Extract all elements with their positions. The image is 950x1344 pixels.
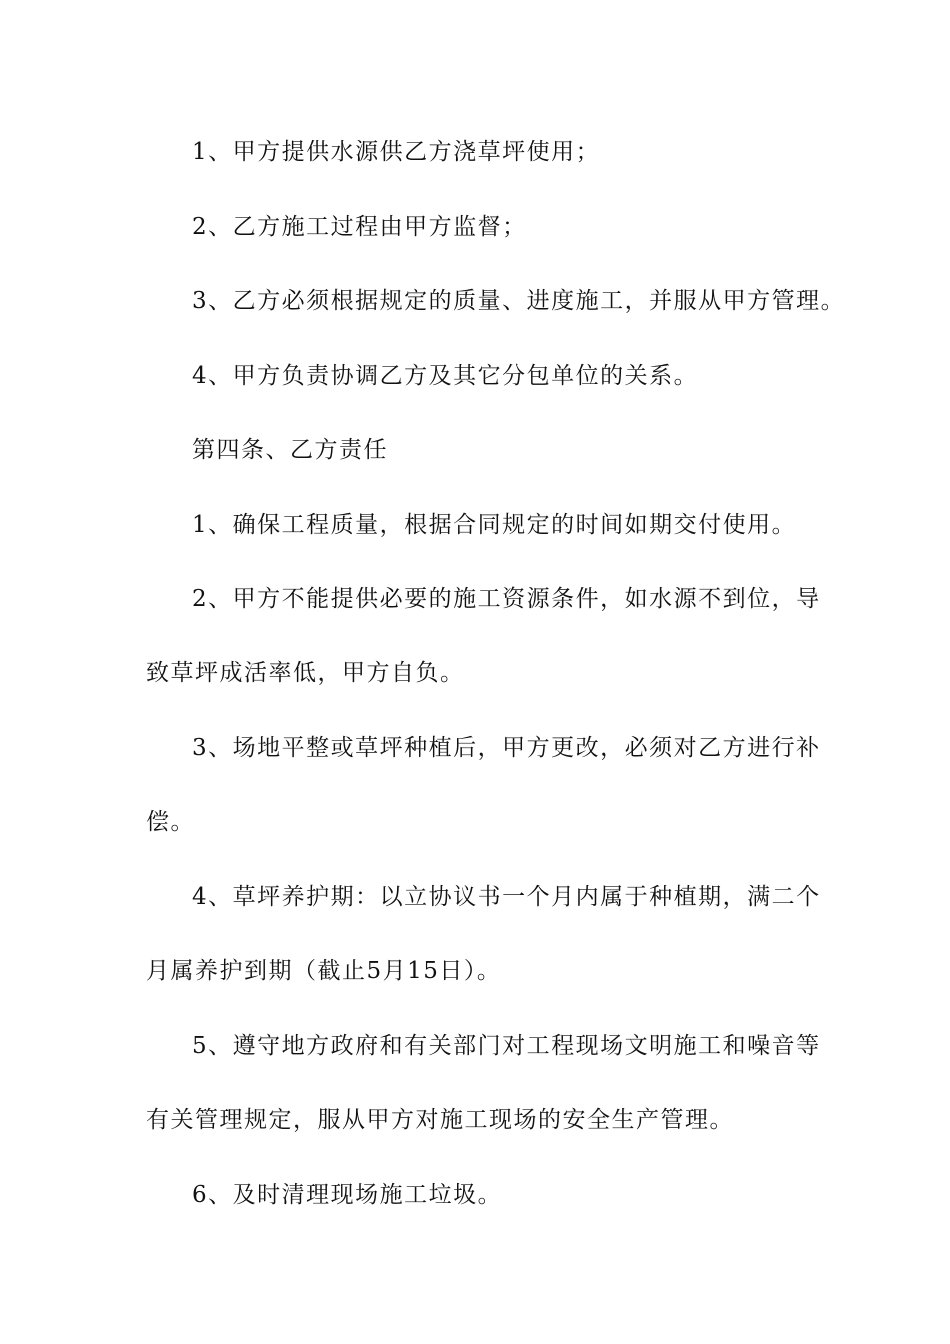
clause-party-a-coordination: 4、甲方负责协调乙方及其它分包单位的关系。 xyxy=(192,363,699,389)
clause-quality-delivery: 1、确保工程质量，根据合同规定的时间如期交付使用。 xyxy=(192,512,797,538)
clause-compensation-line-1: 3、场地平整或草坪种植后，甲方更改，必须对乙方进行补 xyxy=(192,735,821,761)
clause-compensation-line-2: 偿。 xyxy=(146,809,195,835)
clause-party-a-supervision: 2、乙方施工过程由甲方监督； xyxy=(192,214,527,240)
clause-resources-line-2: 致草坪成活率低，甲方自负。 xyxy=(146,660,465,686)
clause-resources-line-1: 2、甲方不能提供必要的施工资源条件，如水源不到位，导 xyxy=(192,586,821,612)
clause-party-a-water: 1、甲方提供水源供乙方浇草坪使用； xyxy=(192,139,601,165)
clause-party-b-quality: 3、乙方必须根据规定的质量、进度施工，并服从甲方管理。 xyxy=(192,288,846,314)
clause-regulations-line-1: 5、遵守地方政府和有关部门对工程现场文明施工和噪音等 xyxy=(192,1033,821,1059)
clause-maintenance-line-2: 月属养护到期（截止5月15日）。 xyxy=(146,958,502,984)
clause-waste-cleanup: 6、及时清理现场施工垃圾。 xyxy=(192,1182,503,1208)
clause-regulations-line-2: 有关管理规定，服从甲方对施工现场的安全生产管理。 xyxy=(146,1107,734,1133)
clause-maintenance-line-1: 4、草坪养护期：以立协议书一个月内属于种植期，满二个 xyxy=(192,884,821,910)
article-heading: 第四条、乙方责任 xyxy=(192,437,388,463)
